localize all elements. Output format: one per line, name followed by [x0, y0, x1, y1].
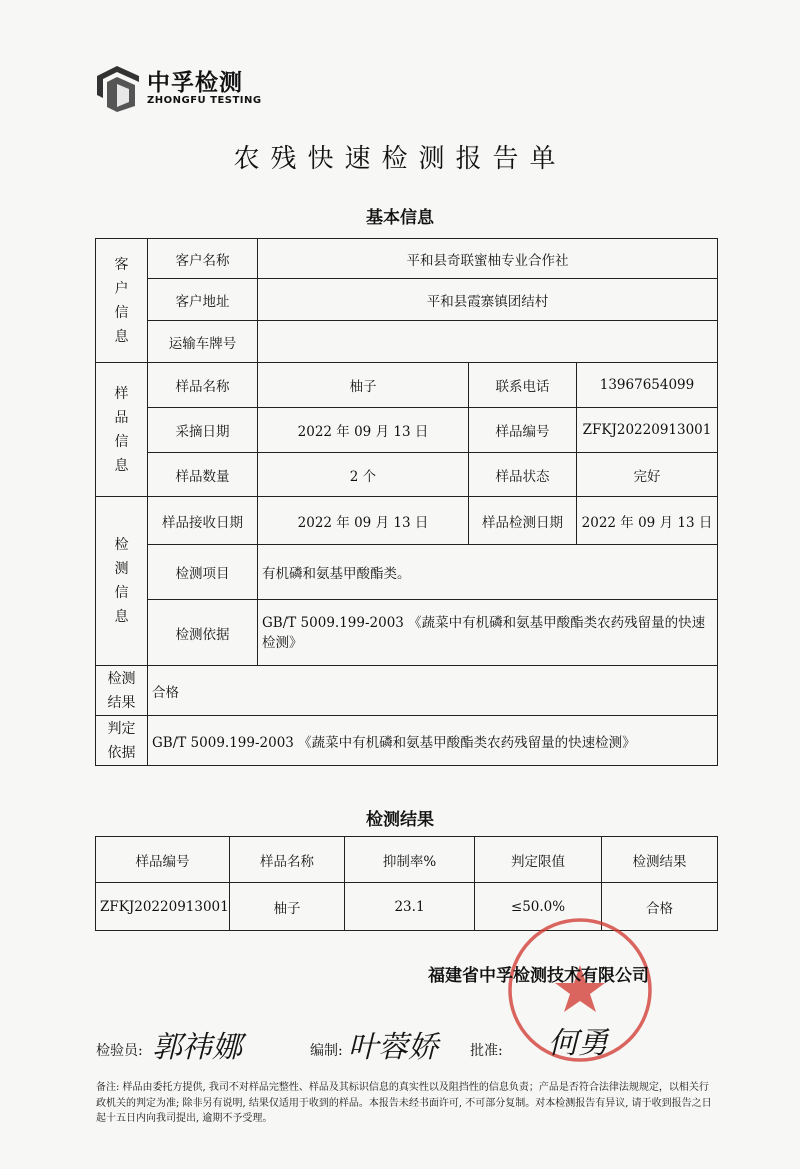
cell-sample-code: ZFKJ20220913001 [96, 883, 230, 931]
judge-basis-group-label: 判定 依据 [96, 716, 148, 766]
client-name-value: 平和县奇联蜜柚专业合作社 [258, 239, 718, 279]
logo-name-cn: 中孚检测 [147, 70, 243, 96]
sample-name-value: 柚子 [258, 363, 469, 408]
approver-label: 批准: [470, 1043, 503, 1059]
company-name: 福建省中孚检测技术有限公司 [428, 966, 649, 986]
logo-name-en: ZHONGFU TESTING [147, 95, 262, 106]
editor-signature: 叶蓉娇 [348, 1030, 438, 1065]
client-address-label: 客户地址 [148, 279, 258, 321]
sample-code-value: ZFKJ20220913001 [577, 408, 718, 453]
judge-basis-value: GB/T 5009.199-2003 《蔬菜中有机磷和氨基甲酸酯类农药残留量的快速检测》 [148, 716, 718, 766]
sample-name-label: 样品名称 [148, 363, 258, 408]
header-sample-name: 样品名称 [230, 837, 345, 883]
receive-date-label: 样品接收日期 [148, 497, 258, 545]
report-title: 农残快速检测报告单 [233, 144, 567, 174]
logo-mark-icon [95, 62, 143, 112]
cell-sample-name: 柚子 [230, 883, 345, 931]
result-value: 合格 [148, 666, 718, 716]
test-item-value: 有机磷和氨基甲酸酯类。 [258, 545, 718, 600]
test-date-label: 样品检测日期 [469, 497, 577, 545]
test-info-group-label: 检 测 信 息 [96, 497, 148, 666]
header-limit: 判定限值 [475, 837, 602, 883]
basic-info-table [95, 238, 718, 766]
sample-code-label: 样品编号 [469, 408, 577, 453]
test-item-label: 检测项目 [148, 545, 258, 600]
client-name-label: 客户名称 [148, 239, 258, 279]
cell-limit: ≤50.0% [475, 883, 602, 931]
header-inhibition-rate: 抑制率% [345, 837, 475, 883]
test-date-value: 2022 年 09 月 13 日 [577, 497, 718, 545]
phone-label: 联系电话 [469, 363, 577, 408]
result-group-label: 检测 结果 [96, 666, 148, 716]
pick-date-label: 采摘日期 [148, 408, 258, 453]
sample-status-value: 完好 [577, 453, 718, 497]
plate-number-value [258, 321, 718, 363]
inspector-label: 检验员: [96, 1043, 143, 1059]
plate-number-label: 运输车牌号 [148, 321, 258, 363]
receive-date-value: 2022 年 09 月 13 日 [258, 497, 469, 545]
sample-qty-label: 样品数量 [148, 453, 258, 497]
basic-info-heading: 基本信息 [366, 208, 434, 228]
sample-info-group-label: 样 品 信 息 [96, 363, 148, 497]
header-test-result: 检测结果 [602, 837, 718, 883]
cell-inhibition-rate: 23.1 [345, 883, 475, 931]
results-heading: 检测结果 [366, 810, 434, 830]
cell-test-result: 合格 [602, 883, 718, 931]
inspector-signature: 郭祎娜 [152, 1030, 242, 1065]
client-info-group-label: 客 户 信 息 [96, 239, 148, 363]
test-basis-value: GB/T 5009.199-2003 《蔬菜中有机磷和氨基甲酸酯类农药残留量的快速检测》 [258, 600, 718, 666]
header-sample-code: 样品编号 [96, 837, 230, 883]
phone-value: 13967654099 [577, 363, 718, 408]
company-logo [95, 62, 265, 114]
sample-qty-value: 2 个 [258, 453, 469, 497]
editor-label: 编制: [310, 1043, 343, 1059]
report-note: 备注: 样品由委托方提供, 我司不对样品完整性、样品及其标识信息的真实性以及阻挡性的信息负责；产品是否符合法律法规规定，以相关行政机关的判定为准; 除非另有说明, 结果仅适用于收到的样品。本报告未经书面许可, 不可部分复制。对本检测报告有异议, 请于收到报告之日起十五日内向我司提出, 逾期不予受理。 [96, 1082, 712, 1124]
pick-date-value: 2022 年 09 月 13 日 [258, 408, 469, 453]
test-basis-label: 检测依据 [148, 600, 258, 666]
client-address-value: 平和县霞寨镇团结村 [258, 279, 718, 321]
approver-signature: 何勇 [548, 1026, 608, 1061]
sample-status-label: 样品状态 [469, 453, 577, 497]
